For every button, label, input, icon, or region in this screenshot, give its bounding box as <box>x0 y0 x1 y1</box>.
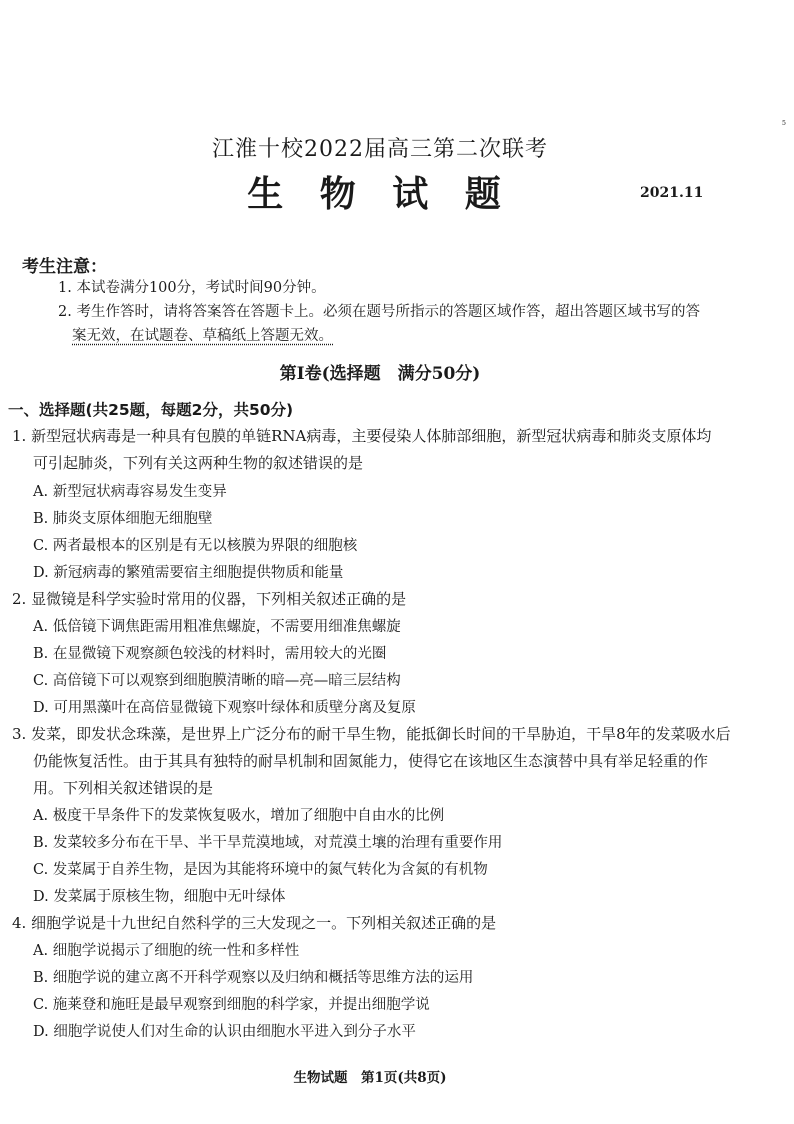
question-3-stem-line-2: 仍能恢复活性。由于其具有独特的耐旱机制和固氮能力，使得它在该地区生态演替中具有举足轻重的作 <box>33 752 709 770</box>
question-1-stem-line-1: 1. 新型冠状病毒是一种具有包膜的单链RNA病毒，主要侵染人体肺部细胞，新型冠状病毒和肺炎支原体均 <box>12 427 712 445</box>
question-3-option-a: A. 极度干旱条件下的发菜恢复吸水，增加了细胞中自由水的比例 <box>33 808 445 824</box>
question-4-option-b: B. 细胞学说的建立离不开科学观察以及归纳和概括等思维方法的运用 <box>33 970 474 986</box>
question-4-option-d: D. 细胞学说使人们对生命的认识由细胞水平进入到分子水平 <box>33 1024 416 1040</box>
question-4-option-a: A. 细胞学说揭示了细胞的统一性和多样性 <box>33 943 300 959</box>
notice-item: 2. 考生作答时，请将答案答在答题卡上。必须在题号所指示的答题区域作答，超出答题区域书写的答 <box>58 304 700 320</box>
part-heading: 一、选择题(共25题，每题2分，共50分) <box>8 401 294 419</box>
question-3-option-c: C. 发菜属于自养生物，是因为其能将环境中的氮气转化为含氮的有机物 <box>33 862 488 878</box>
corner-mark: 5 <box>782 120 786 127</box>
question-2-option-b: B. 在显微镜下观察颜色较浅的材料时，需用较大的光圈 <box>33 646 387 662</box>
question-1-option-b: B. 肺炎支原体细胞无细胞壁 <box>33 511 213 527</box>
question-3-option-b: B. 发菜较多分布在干旱、半干旱荒漠地域，对荒漠土壤的治理有重要作用 <box>33 835 503 851</box>
question-1-stem-line-2: 可引起肺炎，下列有关这两种生物的叙述错误的是 <box>33 454 364 472</box>
exam-date: 2021.11 <box>640 185 704 201</box>
page-footer: 生物试题 第1页(共8页) <box>293 1070 447 1086</box>
question-3-stem-line-1: 3. 发菜，即发状念珠藻，是世界上广泛分布的耐干旱生物，能抵御长时间的干旱胁迫，干旱8年的发菜吸水后 <box>12 725 731 743</box>
notice-heading: 考生注意： <box>22 257 107 277</box>
question-2-stem: 2. 显微镜是科学实验时常用的仪器，下列相关叙述正确的是 <box>12 590 407 608</box>
question-1-option-d: D. 新冠病毒的繁殖需要宿主细胞提供物质和能量 <box>33 565 344 581</box>
question-3-stem-line-3: 用。下列相关叙述错误的是 <box>33 779 214 797</box>
notice-item: 1. 本试卷满分100分，考试时间90分钟。 <box>58 280 326 296</box>
question-4-stem: 4. 细胞学说是十九世纪自然科学的三大发现之一。下列相关叙述正确的是 <box>12 914 497 932</box>
question-3-option-d: D. 发菜属于原核生物，细胞中无叶绿体 <box>33 889 286 905</box>
notice-item: 案无效，在试题卷、草稿纸上答题无效。 <box>72 328 333 344</box>
question-2-option-c: C. 高倍镜下可以观察到细胞膜清晰的暗—亮—暗三层结构 <box>33 673 401 689</box>
question-2-option-d: D. 可用黑藻叶在高倍显微镜下观察叶绿体和质壁分离及复原 <box>33 700 416 716</box>
subject-title: 生 物 试 题 <box>247 173 513 215</box>
question-1-option-c: C. 两者最根本的区别是有无以核膜为界限的细胞核 <box>33 538 358 554</box>
section-title: 第Ⅰ卷(选择题 满分50分) <box>279 364 481 384</box>
exam-name: 江淮十校2022届高三第二次联考 <box>212 137 548 162</box>
question-1-option-a: A. 新型冠状病毒容易发生变异 <box>33 484 227 500</box>
question-4-option-c: C. 施莱登和施旺是最早观察到细胞的科学家，并提出细胞学说 <box>33 997 430 1013</box>
question-2-option-a: A. 低倍镜下调焦距需用粗准焦螺旋，不需要用细准焦螺旋 <box>33 619 401 635</box>
